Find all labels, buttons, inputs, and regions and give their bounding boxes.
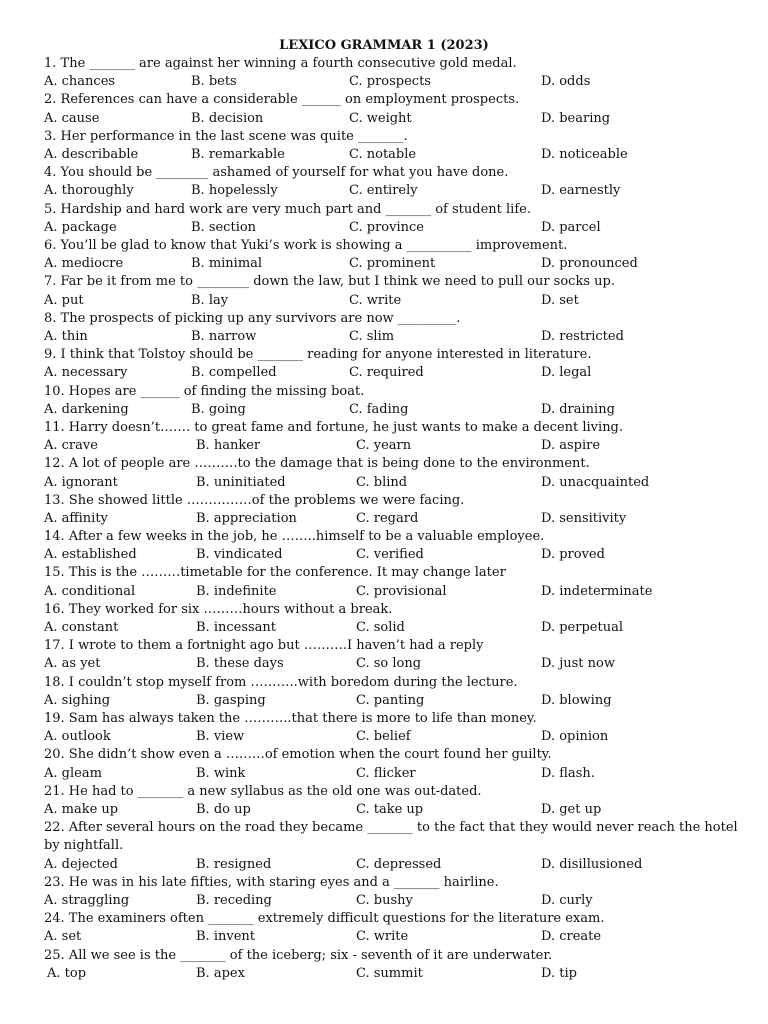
- answer-option-b: B. receding: [196, 893, 272, 908]
- question-text: 12. A lot of people are ……….to the damage that is being done to the environment.: [44, 456, 590, 472]
- answer-option-b: B. compelled: [191, 365, 277, 381]
- question-text: 19. Sam has always taken the ………..that there is more to life than money.: [44, 711, 537, 727]
- answer-option-d: D. parcel: [541, 219, 601, 235]
- answer-option-a: A. dejected: [44, 856, 118, 872]
- answer-option-d: D. indeterminate: [541, 583, 653, 599]
- answer-option-a: A. top: [47, 965, 87, 981]
- answer-option-a: A. mediocre: [44, 256, 124, 272]
- answer-option-b: B. do up: [196, 802, 251, 818]
- answer-option-a: A. straggling: [44, 893, 130, 908]
- question-text: 24. The examiners often _______ extremely difficult questions for the literature exam.: [44, 911, 605, 927]
- answer-option-b: B. these days: [196, 656, 284, 672]
- answer-options: [44, 401, 744, 419]
- answer-options: [44, 765, 744, 783]
- question-text: 8. The prospects of picking up any survivors are now _________.: [44, 310, 461, 326]
- answer-option-a: A. outlook: [44, 729, 111, 745]
- answer-option-d: D. odds: [541, 74, 591, 90]
- question-text: 17. I wrote to them a fortnight ago but ……….I haven’t had a reply: [44, 638, 484, 654]
- question-text: 6. You’ll be glad to know that Yuki’s work is showing a __________ improvement.: [44, 237, 568, 253]
- answer-option-c: C. blind: [356, 474, 408, 490]
- answer-option-d: D. disillusioned: [541, 856, 643, 872]
- answer-option-c: C. prospects: [349, 74, 431, 90]
- answer-options: [44, 928, 744, 946]
- answer-option-d: D. draining: [541, 401, 615, 417]
- answer-options: [44, 619, 744, 637]
- answer-options: [44, 510, 744, 528]
- answer-option-a: A. set: [44, 929, 82, 945]
- answer-options: [44, 965, 744, 983]
- answer-options: [44, 73, 744, 91]
- answer-option-a: A. sighing: [44, 692, 111, 708]
- answer-options: [44, 692, 744, 710]
- answer-option-d: D. get up: [541, 802, 602, 818]
- worksheet-title: LEXICO GRAMMAR 1 (2023): [279, 38, 489, 53]
- answer-option-c: C. bushy: [356, 893, 413, 908]
- answer-option-c: C. weight: [349, 110, 412, 126]
- answer-option-c: C. flicker: [356, 765, 416, 781]
- answer-option-d: D. tip: [541, 965, 577, 981]
- question-text: 9. I think that Tolstoy should be _______ reading for anyone interested in literature.: [44, 347, 592, 363]
- answer-option-b: B. lay: [191, 292, 229, 308]
- question-text: 18. I couldn’t stop myself from ………..with boredom during the lecture.: [44, 674, 518, 690]
- answer-option-c: C. verified: [356, 547, 424, 563]
- answer-option-c: C. write: [356, 929, 409, 945]
- answer-option-a: A. as yet: [44, 656, 101, 672]
- answer-options: [44, 655, 744, 673]
- answer-option-a: A. constant: [44, 620, 119, 636]
- answer-option-c: C. summit: [356, 965, 423, 981]
- question-text: 2. References can have a considerable ______ on employment prospects.: [44, 92, 520, 108]
- answer-option-a: A. thin: [44, 328, 88, 344]
- answer-option-c: C. entirely: [349, 183, 418, 199]
- answer-option-c: C. slim: [349, 328, 395, 344]
- answer-options: [44, 219, 744, 237]
- question-text: 14. After a few weeks in the job, he ……..himself to be a valuable employee.: [44, 529, 545, 545]
- question-text: 16. They worked for six ………hours without a break.: [44, 601, 393, 617]
- answer-option-b: B. apex: [196, 965, 245, 981]
- answer-option-d: D. flash.: [541, 765, 595, 781]
- answer-options: [44, 364, 744, 382]
- question-text: 15. This is the ………timetable for the conference. It may change later: [44, 565, 506, 581]
- answer-options: [44, 546, 744, 564]
- answer-option-d: D. set: [541, 292, 579, 308]
- answer-option-d: D. earnestly: [541, 183, 621, 199]
- answer-options: [44, 474, 744, 492]
- answer-option-b: B. invent: [196, 929, 255, 945]
- answer-option-d: D. create: [541, 929, 602, 945]
- answer-options: [44, 110, 744, 128]
- answer-option-c: C. belief: [356, 729, 411, 745]
- answer-option-a: A. cause: [44, 110, 100, 126]
- answer-option-d: D. bearing: [541, 110, 611, 126]
- answer-option-d: D. pronounced: [541, 256, 638, 272]
- answer-option-b: B. gasping: [196, 692, 266, 708]
- answer-option-b: B. remarkable: [191, 146, 285, 162]
- answer-option-b: B. vindicated: [196, 547, 283, 563]
- answer-option-a: A. gleam: [44, 765, 102, 781]
- question-text: 22. After several hours on the road they became _______ to the fact that they would never reach the hotel by nightfall.: [44, 820, 738, 854]
- answer-option-d: D. blowing: [541, 692, 612, 708]
- answer-option-d: D. proved: [541, 547, 605, 563]
- question-text: 7. Far be it from me to ________ down the law, but I think we need to pull our socks up.: [44, 274, 615, 290]
- answer-option-a: A. make up: [44, 802, 119, 818]
- question-text: 20. She didn’t show even a ………of emotion when the court found her guilty.: [44, 747, 552, 763]
- answer-option-c: C. depressed: [356, 856, 442, 872]
- answer-option-a: A. put: [44, 292, 84, 308]
- question-text: 5. Hardship and hard work are very much part and _______ of student life.: [44, 201, 531, 217]
- answer-options: [44, 892, 744, 910]
- answer-option-a: A. darkening: [44, 401, 129, 417]
- answer-option-c: C. take up: [356, 802, 424, 818]
- answer-option-a: A. ignorant: [44, 474, 118, 490]
- answer-option-b: B. wink: [196, 765, 246, 781]
- answer-option-b: B. hanker: [196, 438, 261, 454]
- answer-option-b: B. indefinite: [196, 583, 277, 599]
- answer-options: [44, 801, 744, 819]
- answer-option-a: A. conditional: [44, 583, 136, 599]
- question-text: 21. He had to _______ a new syllabus as the old one was out-dated.: [44, 783, 482, 799]
- answer-option-c: C. so long: [356, 656, 422, 672]
- answer-option-c: C. solid: [356, 620, 405, 636]
- answer-option-a: A. package: [44, 219, 117, 235]
- answer-options: [44, 255, 744, 273]
- answer-options: [44, 583, 744, 601]
- question-text: 1. The _______ are against her winning a fourth consecutive gold medal.: [44, 56, 517, 71]
- answer-option-c: C. fading: [349, 401, 409, 417]
- answer-option-d: D. perpetual: [541, 620, 623, 636]
- answer-option-c: C. required: [349, 365, 424, 381]
- question-text: 13. She showed little ……………of the problems we were facing.: [44, 492, 465, 508]
- answer-option-b: B. view: [196, 729, 245, 745]
- answer-option-d: D. aspire: [541, 438, 601, 454]
- answer-option-d: D. opinion: [541, 729, 609, 745]
- answer-options: [44, 728, 744, 746]
- answer-option-b: B. narrow: [191, 328, 257, 344]
- answer-option-a: A. describable: [44, 146, 139, 162]
- answer-option-d: D. noticeable: [541, 146, 628, 162]
- answer-option-d: D. unacquainted: [541, 474, 650, 490]
- answer-option-d: D. legal: [541, 365, 592, 381]
- answer-option-d: D. restricted: [541, 328, 624, 344]
- question-text: 4. You should be ________ ashamed of yourself for what you have done.: [44, 165, 509, 181]
- answer-option-b: B. section: [191, 219, 257, 235]
- answer-option-d: D. sensitivity: [541, 510, 627, 526]
- answer-option-b: B. bets: [191, 74, 237, 90]
- question-text: 10. Hopes are ______ of finding the missing boat.: [44, 383, 365, 399]
- question-text: 23. He was in his late fifties, with staring eyes and a _______ hairline.: [44, 874, 499, 890]
- answer-options: [44, 437, 744, 455]
- answer-option-c: C. province: [349, 219, 424, 235]
- answer-option-a: A. thoroughly: [44, 183, 134, 199]
- answer-option-a: A. necessary: [44, 365, 128, 381]
- answer-option-c: C. provisional: [356, 583, 447, 599]
- answer-option-c: C. notable: [349, 146, 417, 162]
- answer-option-b: B. decision: [191, 110, 264, 126]
- answer-option-d: D. just now: [541, 656, 615, 672]
- answer-option-b: B. minimal: [191, 256, 263, 272]
- answer-option-b: B. appreciation: [196, 510, 297, 526]
- question-text: 11. Harry doesn’t……. to great fame and fortune, he just wants to make a decent living.: [44, 419, 624, 435]
- answer-option-c: C. write: [349, 292, 402, 308]
- question-list: [44, 55, 744, 983]
- answer-option-c: C. regard: [356, 510, 419, 526]
- answer-option-a: A. crave: [44, 438, 98, 454]
- question-text: 25. All we see is the _______ of the iceberg; six - seventh of it are underwater.: [44, 947, 553, 963]
- answer-option-c: C. panting: [356, 692, 425, 708]
- answer-options: [44, 182, 744, 200]
- answer-option-b: B. incessant: [196, 620, 277, 636]
- answer-options: [44, 328, 744, 346]
- answer-option-b: B. uninitiated: [196, 474, 286, 490]
- answer-options: [44, 856, 744, 874]
- question-text: 3. Her performance in the last scene was quite _______.: [44, 128, 408, 144]
- answer-option-b: B. hopelessly: [191, 183, 278, 199]
- answer-option-a: A. chances: [44, 74, 116, 90]
- answer-option-b: B. going: [191, 401, 246, 417]
- answer-option-a: A. affinity: [44, 510, 108, 526]
- answer-option-c: C. prominent: [349, 256, 436, 272]
- answer-option-a: A. established: [44, 547, 137, 563]
- answer-option-c: C. yearn: [356, 438, 412, 454]
- answer-options: [44, 292, 744, 310]
- answer-option-b: B. resigned: [196, 856, 272, 872]
- answer-option-d: D. curly: [541, 893, 593, 908]
- answer-options: [44, 146, 744, 164]
